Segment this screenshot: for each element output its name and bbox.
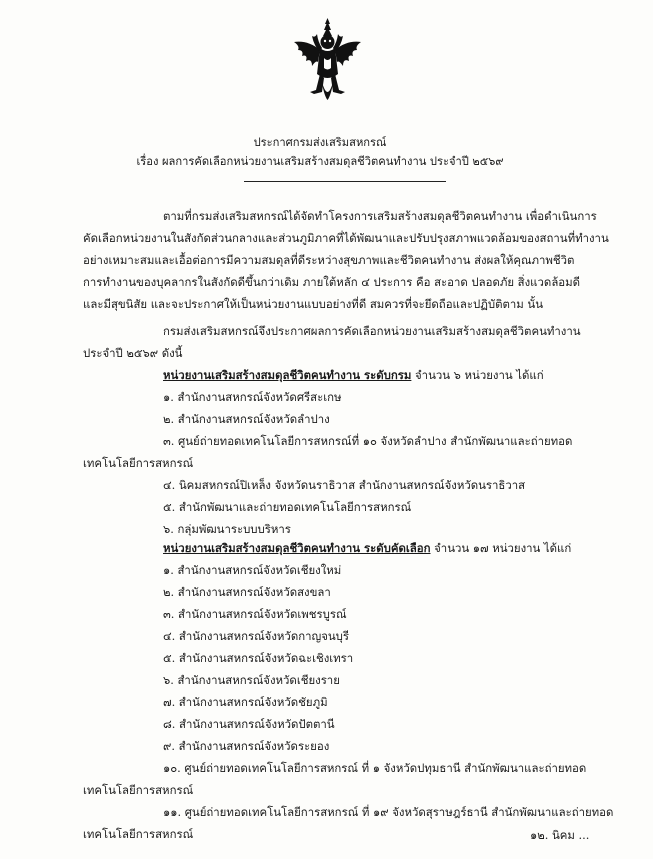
sec1-heading: หน่วยงานเสริมสร้างสมดุลชีวิตคนทำงาน ระดับกรม xyxy=(163,368,412,382)
sec2-heading-line xyxy=(163,541,571,555)
intro-line-1: ตามที่กรมส่งเสริมสหกรณ์ได้จัดทำโครงการเสริมสร้างสมดุลชีวิตคนทำงาน เพื่อดำเนินการ xyxy=(163,209,597,223)
sec1-count: จำนวน ๖ หน่วยงาน ได้แก่ xyxy=(411,368,544,382)
sec1-item: ๖. กลุ่มพัฒนาระบบบริหาร xyxy=(163,522,291,536)
sec2-item: ๕. สำนักงานสหกรณ์จังหวัดฉะเชิงเทรา xyxy=(163,651,354,665)
sec2-item: ๒. สำนักงานสหกรณ์จังหวัดสงขลา xyxy=(163,585,331,599)
sec2-item: ๑๐. ศูนย์ถ่ายทอดเทคโนโลยีการสหกรณ์ ที่ ๑ จังหวัดปทุมธานี สำนักพัฒนาและถ่ายทอด xyxy=(163,761,587,775)
sec1-item: ๒. สำนักงานสหกรณ์จังหวัดลำปาง xyxy=(163,412,330,426)
page-continuation: ๑๒. นิคม ... xyxy=(530,828,590,842)
sec2-item: ๗. สำนักงานสหกรณ์จังหวัดชัยภูมิ xyxy=(163,695,328,709)
subject-title: เรื่อง ผลการคัดเลือกหน่วยงานเสริมสร้างสมดุลชีวิตคนทำงาน ประจำปี ๒๕๖๙ xyxy=(136,154,504,168)
sec2-item: ๘. สำนักงานสหกรณ์จังหวัดปัตตานี xyxy=(163,717,335,731)
sec2-count: จำนวน ๑๗ หน่วยงาน ได้แก่ xyxy=(430,541,572,555)
intro-line-2: คัดเลือกหน่วยงานในสังกัดส่วนกลางและส่วนภูมิภาคที่ได้พัฒนาและปรับปรุงสภาพแวดล้อมของสถานที่ทำงาน xyxy=(83,231,609,245)
sec1-heading-line xyxy=(163,368,544,382)
garuda-emblem-icon xyxy=(290,16,365,106)
sec2-item: ๑๑. ศูนย์ถ่ายทอดเทคโนโลยีการสหกรณ์ ที่ ๑๙ จังหวัดสุราษฎร์ธานี สำนักพัฒนาและถ่ายทอด xyxy=(163,805,614,819)
sec2-heading: หน่วยงานเสริมสร้างสมดุลชีวิตคนทำงาน ระดับคัดเลือก xyxy=(163,541,431,555)
sec2-item: ๙. สำนักงานสหกรณ์จังหวัดระยอง xyxy=(163,739,330,753)
sec1-item: ๔. นิคมสหกรณ์ปิเหล็ง จังหวัดนราธิวาส สำนักงานสหกรณ์จังหวัดนราธิวาส xyxy=(163,478,526,492)
sec2-item-cont: เทคโนโลยีการสหกรณ์ xyxy=(83,783,194,797)
intro-line-4: การทำงานของบุคลากรในสังกัดดีขึ้นกว่าเดิม ภายใต้หลัก ๔ ประการ คือ สะอาด ปลอดภัย สิ่งแวดล้อมดี xyxy=(83,275,581,289)
sec2-item: ๖. สำนักงานสหกรณ์จังหวัดเชียงราย xyxy=(163,673,340,687)
sec1-item: ๕. สำนักพัฒนาและถ่ายทอดเทคโนโลยีการสหกรณ์ xyxy=(163,500,412,514)
sec2-item-cont: เทคโนโลยีการสหกรณ์ xyxy=(83,827,194,841)
announce-line-2: ประจำปี ๒๕๖๙ ดังนี้ xyxy=(83,346,183,360)
sec2-item: ๔. สำนักงานสหกรณ์จังหวัดกาญจนบุรี xyxy=(163,629,350,643)
header-divider xyxy=(244,181,446,182)
sec2-item: ๓. สำนักงานสหกรณ์จังหวัดเพชรบูรณ์ xyxy=(163,607,347,621)
sec2-item: ๑. สำนักงานสหกรณ์จังหวัดเชียงใหม่ xyxy=(163,563,342,577)
issuer-title: ประกาศกรมส่งเสริมสหกรณ์ xyxy=(253,135,387,149)
intro-line-3: อย่างเหมาะสมและเอื้อต่อการมีความสมดุลที่ดีระหว่างสุขภาพและชีวิตคนทำงาน ส่งผลให้คุณภาพชีวิต xyxy=(83,253,575,267)
announce-line-1: กรมส่งเสริมสหกรณ์จึงประกาศผลการคัดเลือกหน่วยงานเสริมสร้างสมดุลชีวิตคนทำงาน xyxy=(163,324,581,338)
intro-line-5: และมีสุขนิสัย และจะประกาศให้เป็นหน่วยงานแบบอย่างที่ดี สมควรที่จะยึดถือและปฏิบัติตาม นั้น xyxy=(83,297,543,311)
sec1-item: ๑. สำนักงานสหกรณ์จังหวัดศรีสะเกษ xyxy=(163,390,342,404)
sec1-item: ๓. ศูนย์ถ่ายทอดเทคโนโลยีการสหกรณ์ที่ ๑๐ จังหวัดลำปาง สำนักพัฒนาและถ่ายทอด xyxy=(163,434,573,448)
sec1-item-cont: เทคโนโลยีการสหกรณ์ xyxy=(83,456,194,470)
